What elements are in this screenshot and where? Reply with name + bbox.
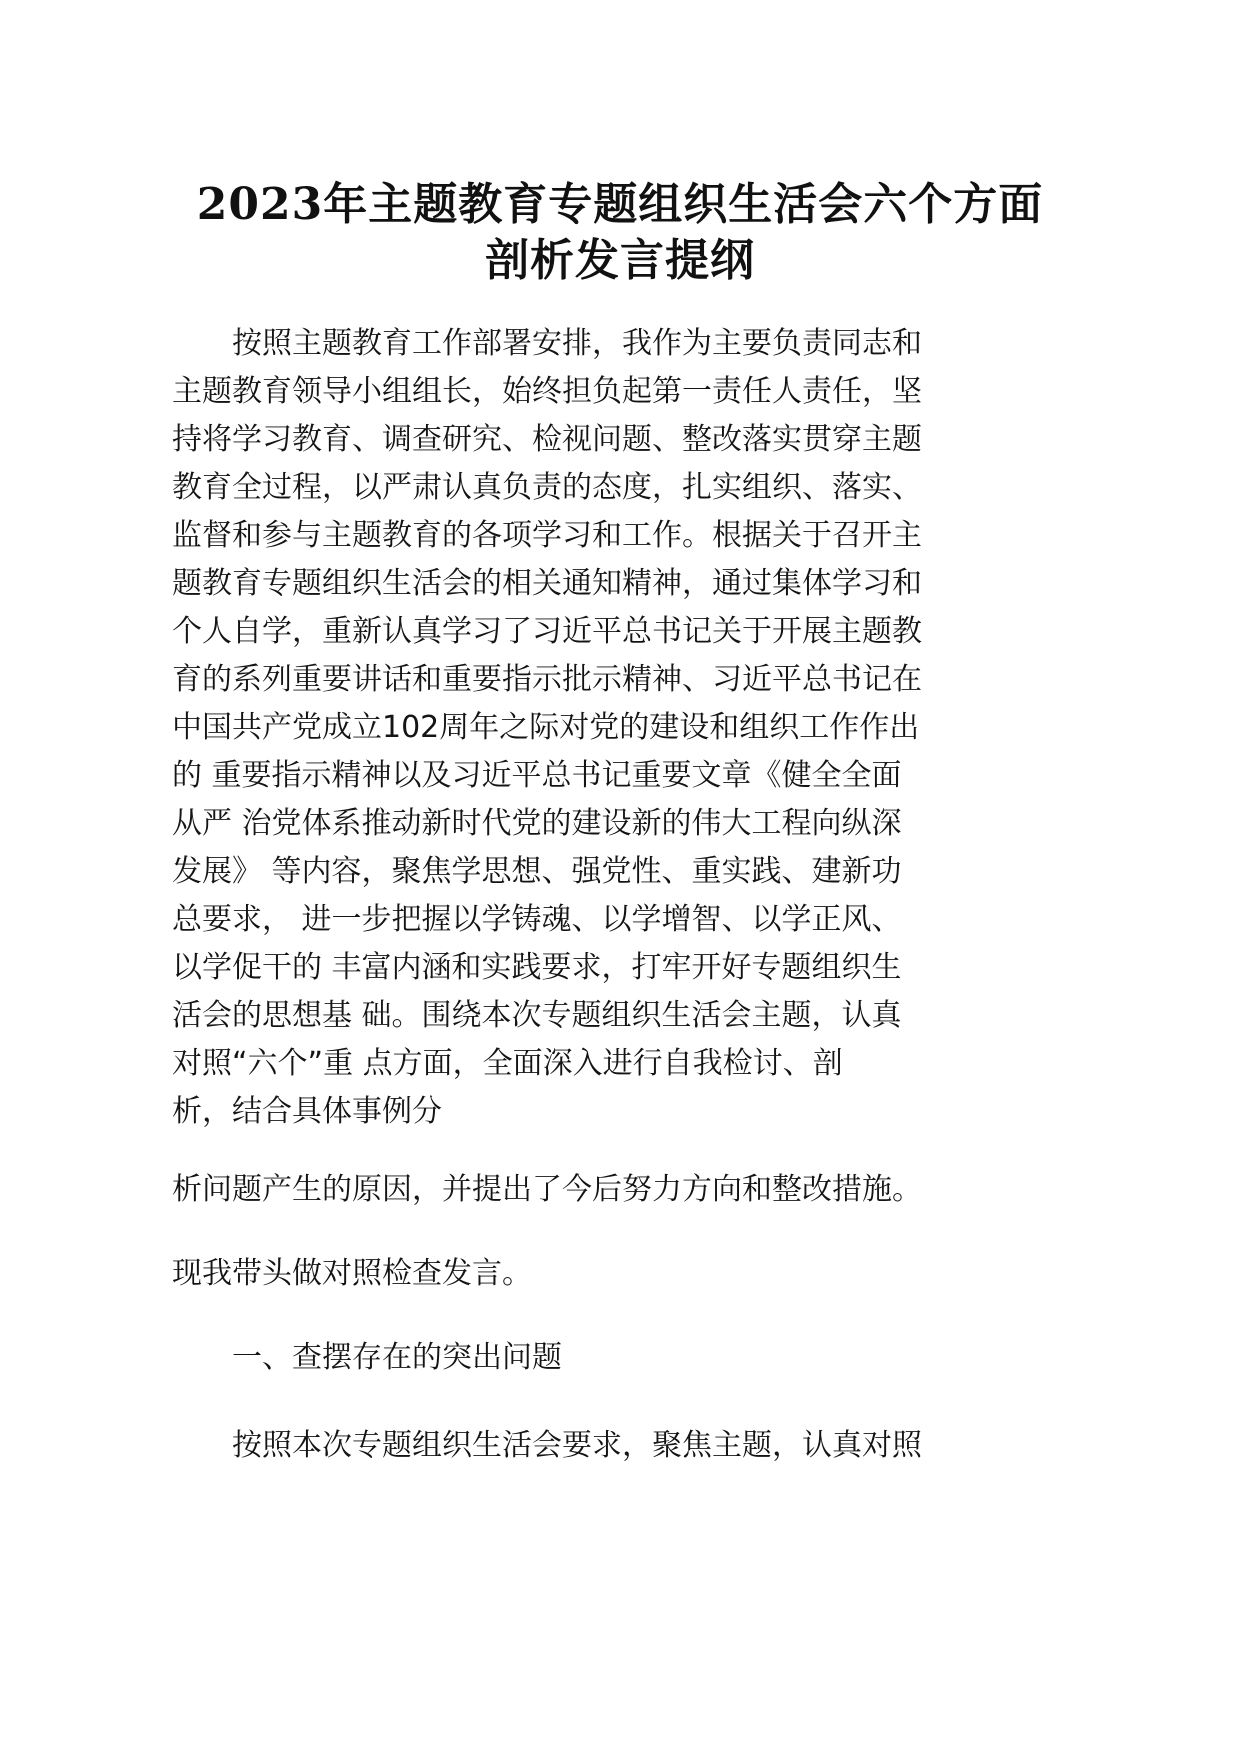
intro-line-15: 活会的思想基 础。围绕本次专题组织生活会主题，认真 [172, 998, 902, 1033]
paragraph-continuation: 析问题产生的原因，并提出了今后努力方向和整改措施。 [172, 1172, 922, 1207]
report-line: 现我带头做对照检查发言。 [172, 1256, 532, 1291]
intro-line-7: 个人自学，重新认真学习了习近平总书记关于开展主题教 [172, 614, 922, 649]
intro-line-12: 发展》 等内容，聚焦学思想、强党性、重实践、建新功 [172, 854, 902, 889]
document-title-line-2: 剖析发言提纲 [485, 235, 755, 286]
intro-line-11: 从严 治党体系推动新时代党的建设新的伟大工程向纵深 [172, 806, 902, 841]
intro-line-9: 中国共产党成立102周年之际对党的建设和组织工作作出 [172, 710, 920, 745]
section-heading: 一、查摆存在的突出问题 [232, 1340, 562, 1375]
intro-line-17: 析，结合具体事例分 [172, 1094, 442, 1129]
intro-line-13: 总要求， 进一步把握以学铸魂、以学增智、以学正风、 [172, 902, 902, 937]
intro-line-10: 的 重要指示精神以及习近平总书记重要文章《健全全面 [172, 758, 902, 793]
section-body-line-1: 按照本次专题组织生活会要求，聚焦主题，认真对照 [232, 1428, 922, 1463]
intro-line-14: 以学促干的 丰富内涵和实践要求，打牢开好专题组织生 [172, 950, 902, 985]
intro-line-2: 主题教育领导小组组长，始终担负起第一责任人责任，坚 [172, 374, 922, 409]
intro-line-16: 对照“六个”重 点方面，全面深入进行自我检讨、剖 [172, 1046, 843, 1081]
intro-line-6: 题教育专题组织生活会的相关通知精神，通过集体学习和 [172, 566, 922, 601]
intro-line-4: 教育全过程，以严肃认真负责的态度，扎实组织、落实、 [172, 470, 922, 505]
intro-line-3: 持将学习教育、调查研究、检视问题、整改落实贯穿主题 [172, 422, 922, 457]
intro-line-1: 按照主题教育工作部署安排，我作为主要负责同志和 [232, 326, 922, 361]
document-title-line-1: 2023年主题教育专题组织生活会六个方面 [196, 179, 1044, 230]
intro-line-8: 育的系列重要讲话和重要指示批示精神、习近平总书记在 [172, 662, 922, 697]
intro-line-5: 监督和参与主题教育的各项学习和工作。根据关于召开主 [172, 518, 922, 553]
